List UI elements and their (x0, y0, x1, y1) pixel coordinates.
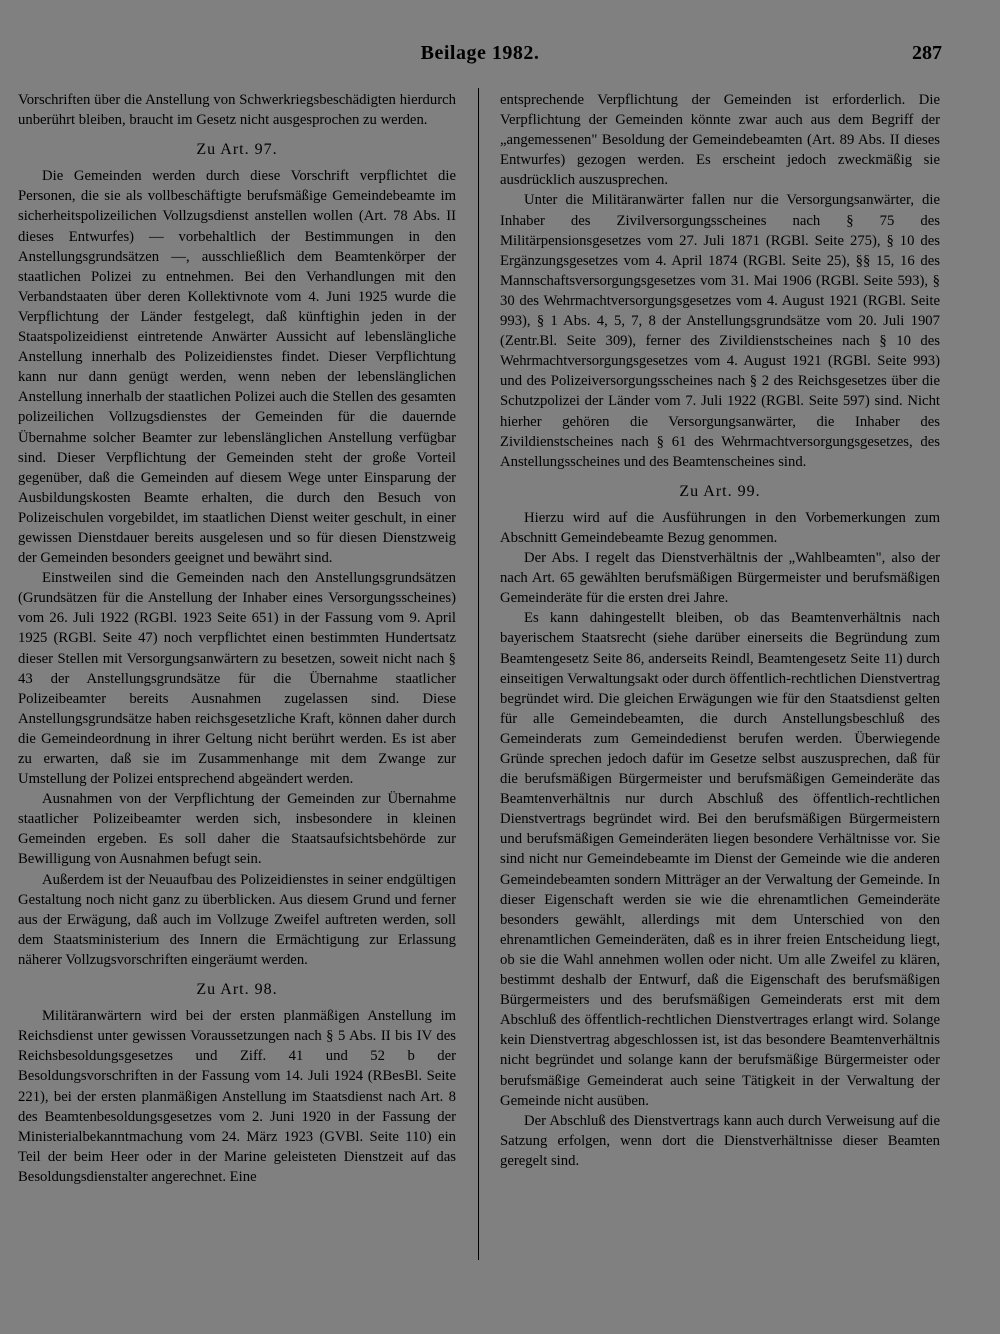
paragraph: Der Abschluß des Dienstvertrags kann auch durch Verweisung auf die Satzung erfolgen, wenn dort die Dienstverhältnisse dieser Beamten geregelt sind. (500, 1112, 940, 1169)
paragraph: entsprechende Verpflichtung der Gemeinden ist erforderlich. Die Verpflichtung der Gemeinden könnte zwar auch aus dem Begriff der „angemessenen" Besoldung der Gemeindebeamten (Art. 89 Abs. II dieses Entwurfes) gezogen werden. Es erscheint jedoch zweckmäßig sie ausdrücklich auszusprechen. (500, 92, 940, 189)
supplement-title: Beilage 1982. (420, 42, 540, 64)
paragraph: Unter die Militäranwärter fallen nur die Versorgungsanwärter, die Inhaber des Zivilversorgungsscheines nach § 75 des Militärpensionsgesetzes vom 27. Juli 1871 (RGBl. Seite 275), § 10 des Ergänzungsgesetzes vom 4. April 1874 (RGBl. Seite 25), §§ 15, 16 des Mannschaftsversorgungsgesetzes vom 31. Mai 1906 (RGBl. Seite 593), § 30 des Wehrmachtversorgungsgesetzes vom 4. August 1921 (RGBl. Seite 993), § 1 Abs. 4, 5, 7, 8 der Anstellungsgrundsätze vom 20. Juli 1907 (Zentr.Bl. Seite 309), ferner des Zivildienstscheines nach § 10 des Wehrmachtversorgungsgesetzes vom 4. August 1921 (RGBl. Seite 993) und des Polizeiversorgungsscheines nach § 2 des Reichsgesetzes über die Schutzpolizei der Länder vom 7. Juli 1922 (RGBl. Seite 597) sind. Nicht hierher gehören die Versorgungsanwärter, die Inhaber des Zivildienstscheines nach § 61 des Wehrmachtversorgungsgesetzes, des Anstellungsscheines und des Beamtenscheines sind. (500, 192, 940, 470)
section-heading-art-99: Zu Art. 99. (679, 482, 761, 500)
paragraph: Außerdem ist der Neuaufbau des Polizeidienstes in seiner endgültigen Gestaltung noch nicht ganz zu überblicken. Aus diesem Grund und ferner aus der Erwägung, daß auch im Vollzuge Zweifel auftreten werden, soll dem Staatsministerium des Innern die Ermächtigung zur Erlassung näherer Vollzugsvorschriften eingeräumt werden. (18, 871, 456, 968)
paragraph: Der Abs. I regelt das Dienstverhältnis der „Wahlbeamten", also der nach Art. 65 gewählten berufsmäßigen Bürgermeister und berufsmäßigen Gemeinderäte für die ersten drei Jahre. (500, 550, 940, 607)
paragraph: Es kann dahingestellt bleiben, ob das Beamtenverhältnis nach bayerischem Staatsrecht (siehe darüber einerseits die Begründung zum Beamtengesetz Seite 86, anderseits Reindl, Beamtengesetz Seite 11) durch einseitigen Verwaltungsakt oder durch öffentlich-rechtlichen Dienstvertrag begründet wird. Die gleichen Erwägungen wie für den Staatsdienst gelten für alle Gemeindebeamten, die durch Anstellungsbeschluß des Gemeinderats zum Gemeindedienst berufen werden. Überwiegende Gründe sprechen jedoch dafür im Gesetze selbst auszusprechen, daß für die berufsmäßigen Bürgermeister und berufsmäßigen Gemeinderäte das Beamtenverhältnis nur durch Abschluß des öffentlich-rechtlichen Dienstvertrags begründet wird. Bei den berufsmäßigen Bürgermeistern und berufsmäßigen Gemeinderäten liegen besondere Verhältnisse vor. Sie sind nicht nur Gemeindebeamte im Dienst der Gemeinde wie die anderen Gemeindebeamten sondern Mitträger an der Verwaltung der Gemeinde. In dieser Eigenschaft werden sie wie die ehrenamtlichen Gemeinderäte besonders gewählt, allerdings mit dem Unterschied von den ehrenamtlichen Gemeinderäten, daß es in ihrer freien Entscheidung liegt, ob sie die Wahl annehmen wollen oder nicht. Um alle Zweifel zu klären, bestimmt deshalb der Entwurf, daß die Eigenschaft des berufsmäßigen Bürgermeisters und des berufsmäßigen Gemeinderats erst mit dem Abschluß des öffentlich-rechtlichen Dienstvertrages erlangt wird. Solange kein Dienstvertrag abgeschlossen ist, ist das besondere Beamtenverhältnis nicht begründet und solange kann der berufsmäßige Bürgermeister oder berufsmäßige Gemeinderat auch seine Tätigkeit in der Verwaltung der Gemeinde nicht ausüben. (500, 610, 940, 1109)
paragraph: Die Gemeinden werden durch diese Vorschrift verpflichtet die Personen, die sie als vollbeschäftigte berufsmäßige Gemeindebeamte im sicherheitspolizeilichen Vollzugsdienst anstellen wollen (Art. 78 Abs. II dieses Entwurfes) — vorbehaltlich der Bestimmungen in den Anstellungsgrundsätzen —, ausschließlich dem Beamtenkörper der staatlichen Polizei zu entnehmen. Bei den Verhandlungen mit den Verbandstaaten über deren Kollektivnote vom 4. Juni 1925 wurde die Verpflichtung der Länder festgelegt, daß künftighin jeden in der Staatspolizeidienst eintretende Anwärter Aussicht auf lebenslängliche Anstellung innerhalb des Polizeidienstes findet. Dieser Verpflichtung kann nur dann genügt werden, wenn neben der lebenslänglichen Anstellung innerhalb der staatlichen Polizei auch die Stellen des gesamten polizeilichen Vollzugsdienstes der Gemeinden für die dauernde Übernahme solcher Beamter zur lebenslänglichen Anstellung verfügbar sind. Dieser Verpflichtung der Gemeinden steht der große Vorteil gegenüber, daß die Gemeinden auf diesem Wege unter Einsparung der Ausbildungskosten Beamte erhalten, die durch den Besuch von Polizeischulen vorgebildet, im staatlichen Dienst weiter geschult, in einer gewissen Dienstdauer bereits ausgelesen und so für diesen Dienstzweig der Gemeinden besonders geeignet und bewährt sind. (18, 168, 456, 567)
section-heading-art-98: Zu Art. 98. (196, 981, 278, 999)
page-header (18, 42, 942, 70)
page-number: 287 (912, 42, 942, 64)
paragraph: Vorschriften über die Anstellung von Schwerkriegsbeschädigten hierdurch unberührt bleiben, braucht im Gesetz nicht ausgesprochen zu werden. (18, 92, 456, 129)
right-column (500, 90, 940, 1171)
column-divider (478, 88, 479, 1260)
section-heading-art-97: Zu Art. 97. (196, 141, 278, 159)
paragraph: Einstweilen sind die Gemeinden nach den Anstellungsgrundsätzen (Grundsätzen für die Anstellung der Inhaber eines Versorgungsscheines) vom 26. Juli 1922 (RGBl. 1923 Seite 651) in der Fassung vom 9. April 1925 (RGBl. Seite 47) noch verpflichtet einen bestimmten Hundertsatz dieser Stellen mit Versorgungsanwärtern zu besetzen, soweit nicht nach § 43 der Anstellungsgrundsätze für die Übernahme staatlicher Polizeibeamter bereits Ausnahmen zugelassen sind. Diese Anstellungsgrundsätze haben reichsgesetzliche Kraft, können daher durch die Gemeindeordnung in ihrer Geltung nicht berührt werden. Es ist aber zu erwarten, daß sie im Zusammenhange mit dem Zwange zur Umstellung der Polizei entsprechend abgeändert werden. (18, 570, 456, 788)
left-column (18, 90, 456, 1187)
paragraph: Ausnahmen von der Verpflichtung der Gemeinden zur Übernahme staatlicher Polizeibeamter werden sich, insbesondere in kleinen Gemeinden ergeben. Es soll daher die Staatsaufsichtsbehörde zur Bewilligung von Ausnahmen befugt sein. (18, 791, 456, 868)
paragraph: Hierzu wird auf die Ausführungen in den Vorbemerkungen zum Abschnitt Gemeindebeamte Bezug genommen. (500, 509, 940, 546)
paragraph: Militäranwärtern wird bei der ersten planmäßigen Anstellung im Reichsdienst unter gewissen Voraussetzungen nach § 5 Abs. II bis IV des Reichsbesoldungsgesetzes und Ziff. 41 und 52 b der Besoldungsvorschriften in der Fassung vom 14. Juli 1924 (RBesBl. Seite 221), bei der ersten planmäßigen Anstellung im Staatsdienst nach Art. 8 des Beamtenbesoldungsgesetzes vom 2. Juni 1920 in der Fassung der Ministerialbekanntmachung vom 24. März 1923 (GVBl. Seite 110) ein Teil der beim Heer oder in der Marine geleisteten Dienstzeit auf das Besoldungsdienstalter angerechnet. Eine (18, 1008, 456, 1185)
